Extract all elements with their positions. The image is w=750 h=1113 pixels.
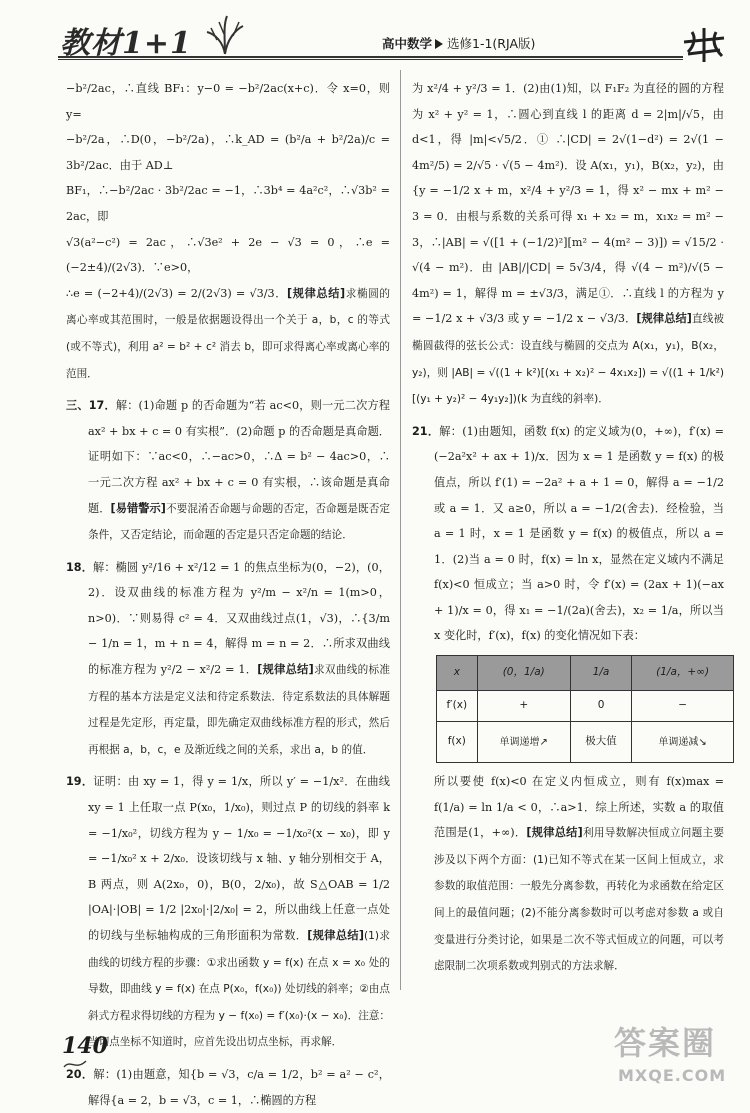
q18-number: 18．	[66, 560, 94, 574]
right-column	[412, 76, 724, 980]
publisher-logo-icon	[680, 26, 728, 66]
column-divider	[400, 70, 401, 990]
q16-line: BF₁，∴−b²/2ac · 3b²/2ac = −1，∴3b⁴ = 4a²c²，∴√3b² = 2ac，即	[66, 184, 390, 223]
tip-text: (1)求曲线的切线方程的步骤：①求出函数 y = f(x) 在点 x = x₀ 处的导数，即曲线 y = f(x) 在点 P(x₀，f(x₀)) 处切线的斜率；②由点斜式方程求得切线的方程为 y − f(x₀) = f′(x₀)·(x − x₀)．注意：当切点坐标不知道时，应首先设出切点坐标，再求解．	[88, 930, 390, 1049]
q18-text: 解：椭圆 y²/16 + x²/12 = 1 的焦点坐标为(0，−2)，(0，2)．设双曲线的标准方程为 y²/m − x²/n = 1(m>0，n>0)．∵则易得 c² = 4．又双曲线过点(1，√3)，∴{3/m − 1/n = 1，m + n = 4，解得 m = n = 2．∴所求双曲线的标准方程为 y²/2 − x²/2 = 1．	[88, 560, 390, 677]
watermark-url: MXQE.COM	[618, 1066, 727, 1085]
watermark	[600, 1018, 740, 1090]
tip-label: [规律总结]	[636, 312, 692, 326]
course-label: 选修1-1(RJA版)	[447, 36, 536, 51]
tip-text: 求椭圆的离心率或其范围时，一般是依据题设得出一个关于 a，b，c 的等式(或不等式)，利用 a² = b² + c² 消去 b，即可求得离心率或离心率的范围．	[66, 287, 391, 380]
q20-answer	[66, 1062, 390, 1113]
tip-label: [规律总结]	[307, 929, 365, 942]
table-cell: +	[477, 691, 570, 722]
tip-text: 利用导数解决恒成立问题主要涉及以下两个方面：(1)已知不等式在某一区间上恒成立，求参数的取值范围：一般先分离参数，再转化为求函数在给定区间上的最值问题；(2)不能分离参数时可以考虑对参数 a 或自变量进行分类讨论，如果是二次不等式恒成立的问题，可以考虑限制二次项系数或判别式的方法求解．	[434, 827, 724, 973]
table-cell: 单调递增↗	[477, 722, 570, 763]
page-header	[0, 0, 750, 60]
tip-label: [规律总结]	[526, 826, 583, 840]
q16-line: −b²/2ac，∴直线 BF₁：y−0 = −b²/2ac(x+c)．令 x=0，则 y=	[66, 82, 390, 121]
q16-line: −b²/2a，∴D(0，−b²/2a)，∴k_AD = (b²/a + b²/2a)/c = 3b²/2ac．由于 AD⊥	[66, 133, 390, 172]
breadcrumb	[382, 34, 535, 52]
q17-answer	[66, 393, 390, 549]
q16-line: √3(a²−c²) = 2ac，∴√3e² + 2e − √3 = 0，∴e = (−2±4)/(2√3)．∵e>0，	[66, 235, 390, 275]
triangle-icon	[435, 39, 443, 49]
q16-tip	[66, 281, 390, 387]
table-cell: 0	[570, 691, 631, 722]
subject-label: 高中数学	[382, 36, 433, 51]
q19-answer	[66, 769, 390, 1056]
q21-answer	[412, 419, 724, 649]
q16-line: ∴e = (−2+4)/(2√3) = 2/(2√3) = √3/3．	[66, 286, 288, 300]
table-cell: 极大值	[570, 722, 631, 763]
tip-text: 求双曲线的标准方程的基本方法是定义法和待定系数法．待定系数法的具体解题过程是先定形，再定量，即先确定双曲线标准方程的形式，然后再根据 a，b，c，e 及渐近线之间的关系，求出 a，b 的值．	[88, 664, 390, 756]
table-cell: f′(x)	[437, 691, 478, 722]
q19-number: 19．	[66, 775, 94, 789]
q20-continued	[412, 76, 724, 413]
header-rule-thin	[58, 59, 683, 60]
q21-text-a: 解：(1)由题知，函数 f(x) 的定义域为(0，+∞)，f′(x) = (−2a²x² + ax + 1)/x．因为 x = 1 是函数 y = f(x) 的极值点，所以 f′(1) = −2a² + a + 1 = 0，解得 a = −1/2 或 a = 1．又 a≥0，所以 a = −1/2(舍去)．经检验，当 a = 1 时，x = 1 是函数 y = f(x) 的极值点，所以 a = 1．(2)当 a = 0 时，f(x) = ln x，显然在定义域内不满足 f(x)<0 恒成立；当 a>0 时，令 f′(x) = (2ax + 1)(−ax + 1)/x = 0，得 x₁ = −1/(2a)(舍去)，x₂ = 1/a，所以当 x 变化时，f′(x)，f(x) 的变化情况如下表：	[434, 424, 724, 643]
q20-continued-text: 为 x²/4 + y²/3 = 1．(2)由(1)知，以 F₁F₂ 为直径的圆的方程为 x² + y² = 1，∴圆心到直线 l 的距离 d = 2|m|/√5，由 d<1，得 |m|<√5/2．① ∴|CD| = 2√(1−d²) = 2√(1 − 4m²/5) = 2/√5 · √(5 − 4m²)．设 A(x₁，y₁)，B(x₂，y₂)，由{y = −1/2 x + m，x²/4 + y²/3 = 1，得 x² − mx + m² − 3 = 0．由根与系数的关系可得 x₁ + x₂ = m，x₁x₂ = m² − 3，∴|AB| = √([1 + (−1/2)²][m² − 4(m² − 3)]) = √15/2 · √(4 − m²)．由 |AB|/|CD| = 5√3/4，得 √(4 − m²)/√(5 − 4m²) = 1，解得 m = ±√3/3，满足①．∴直线 l 的方程为 y = −1/2 x + √3/3 或 y = −1/2 x − √3/3．	[412, 82, 724, 326]
variation-table	[436, 655, 734, 763]
table-cell: −	[632, 691, 734, 722]
page-number: 140	[62, 1033, 108, 1059]
table-header-row	[437, 656, 734, 691]
q18-answer	[66, 555, 390, 764]
left-column	[66, 76, 390, 1113]
q20-number: 20．	[66, 1067, 94, 1081]
tip-label: [易错警示]	[110, 501, 166, 515]
table-cell: 1/a	[570, 656, 631, 691]
q21-conclusion	[412, 769, 724, 980]
table-row	[437, 722, 734, 763]
book-brand: 教材1+1	[60, 26, 192, 61]
tip-label: [规律总结]	[257, 663, 314, 677]
table-cell: 单调递减↘	[632, 722, 734, 763]
tip-text: 直线被椭圆截得的弦长公式：设直线与椭圆的交点为 A(x₁，y₁)，B(x₂，y₂)，则 |AB| = √((1 + k²)[(x₁ + x₂)² − 4x₁x₂]) = √((1 + 1/k²)[(y₁ + y₂)² − 4y₁y₂])(k 为直线的斜率)．	[412, 313, 724, 406]
table-cell: (1/a，+∞)	[632, 656, 734, 691]
q17-number: 三、17．	[66, 399, 116, 413]
q21-number: 21．	[412, 424, 440, 438]
plant-icon	[205, 14, 245, 56]
tip-text: 不要混淆否命题与命题的否定，否命题是既否定条件，又否定结论，而命题的否定是只否定命题的结论．	[88, 502, 390, 542]
table-cell: f(x)	[437, 722, 478, 763]
q21-text-b: 所以要使 f(x)<0 在定义内恒成立，则有 f(x)max = f(1/a) = ln 1/a < 0，∴a>1．综上所述，实数 a 的取值范围是(1，+∞)．	[434, 775, 724, 840]
watermark-text: 答案圈	[614, 1024, 717, 1062]
page-ornament-icon	[62, 1057, 88, 1071]
table-cell: x	[437, 656, 478, 691]
q19-text: 证明：由 xy = 1，得 y = 1/x，所以 y′ = −1/x²．在曲线 xy = 1 上任取一点 P(x₀，1/x₀)，则过点 P 的切线的斜率 k = −1/x₀²，切线方程为 y − 1/x₀ = −1/x₀²(x − x₀)，即 y = −1/x₀² x + 2/x₀．设该切线与 x 轴、y 轴分别相交于 A，B 两点，则 A(2x₀，0)，B(0，2/x₀)，故 S△OAB = 1/2 |OA|·|OB| = 1/2 |2x₀|·|2/x₀| = 2，所以曲线上任意一点处的切线与坐标轴构成的三角形面积为常数．	[88, 775, 390, 942]
tip-label: [规律总结]	[287, 286, 346, 300]
table-row	[437, 691, 734, 722]
q20-text: 解：(1)由题意，知{b = √3，c/a = 1/2，b² = a² − c²，解得{a = 2，b = √3，c = 1，∴椭圆的方程	[88, 1067, 390, 1107]
table-cell: (0，1/a)	[477, 656, 570, 691]
q17-text: 解：(1)命题 p 的否命题为“若 ac<0，则一元二次方程 ax² + bx + c = 0 有实根”．(2)命题 p 的否命题是真命题．证明如下：∵ac<0，∴−ac>0，∴Δ = b² − 4ac>0，∴一元二次方程 ax² + bx + c = 0 有实根，∴该命题是真命题．	[88, 399, 390, 515]
header-rule-thick	[58, 56, 683, 58]
